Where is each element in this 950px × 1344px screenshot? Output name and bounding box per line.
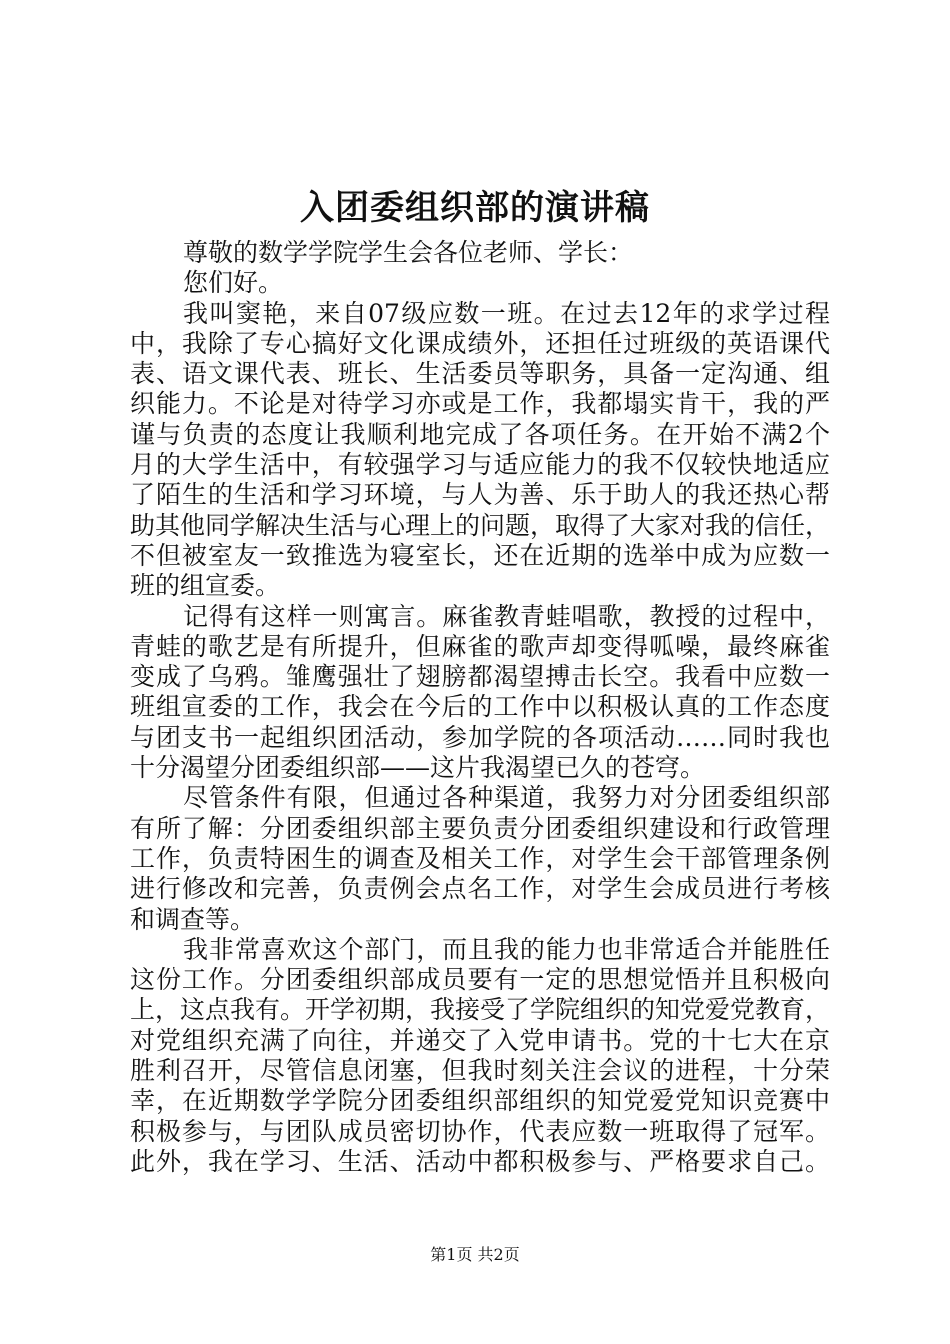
text-line: 此外，我在学习、生活、活动中都积极参与、严格要求自己。 (130, 1146, 830, 1176)
text-line: 与团支书一起组织团活动，参加学院的各项活动……同时我也 (130, 722, 830, 752)
text-line: 工作，负责特困生的调查及相关工作，对学生会干部管理条例 (130, 843, 830, 873)
text-line: 我非常喜欢这个部门，而且我的能力也非常适合并能胜任 (183, 934, 830, 964)
text-line: 积极参与，与团队成员密切协作，代表应数一班取得了冠军。 (130, 1116, 830, 1146)
text-line: 进行修改和完善，负责例会点名工作，对学生会成员进行考核 (130, 874, 830, 904)
text-line: 记得有这样一则寓言。麻雀教青蛙唱歌，教授的过程中， (183, 601, 830, 631)
text-line: 班的组宣委。 (130, 571, 281, 601)
text-line: 有所了解：分团委组织部主要负责分团委组织建设和行政管理 (130, 813, 830, 843)
page-footer: 第1页 共2页 (430, 1245, 520, 1264)
text-line: 上，这点我有。开学初期，我接受了学院组织的知党爱党教育， (130, 995, 831, 1025)
text-line: 您们好。 (183, 268, 284, 298)
text-line: 尽管条件有限，但通过各种渠道，我努力对分团委组织部 (183, 783, 830, 813)
document-title: 入团委组织部的演讲稿 (300, 188, 650, 228)
document-body (130, 238, 830, 1177)
text-line: 这份工作。分团委组织部成员要有一定的思想觉悟并且积极向 (130, 965, 830, 995)
text-line: 月的大学生活中，有较强学习与适应能力的我不仅较快地适应 (130, 450, 830, 480)
text-line: 胜利召开，尽管信息闭塞，但我时刻关注会议的进程，十分荣 (130, 1056, 830, 1086)
text-line: 幸，在近期数学学院分团委组织部组织的知党爱党知识竞赛中 (130, 1086, 830, 1116)
text-line: 十分渴望分团委组织部——这片我渴望已久的苍穹。 (130, 753, 706, 783)
text-line: 中，我除了专心搞好文化课成绩外，还担任过班级的英语课代 (130, 328, 830, 358)
text-line: 表、语文课代表、班长、生活委员等职务，具备一定沟通、组 (130, 359, 830, 389)
text-line: 对党组织充满了向往，并递交了入党申请书。党的十七大在京 (130, 1025, 830, 1055)
text-line: 织能力。不论是对待学习亦或是工作，我都塌实肯干，我的严 (130, 389, 830, 419)
text-line: 班组宣委的工作，我会在今后的工作中以积极认真的工作态度 (130, 692, 830, 722)
text-line: 尊敬的数学学院学生会各位老师、学长： (183, 238, 634, 267)
text-line: 谨与负责的态度让我顺利地完成了各项任务。在开始不满2个 (130, 419, 830, 449)
text-line: 变成了乌鸦。雏鹰强壮了翅膀都渴望搏击长空。我看中应数一 (130, 662, 830, 692)
text-line: 和调查等。 (130, 904, 256, 934)
text-line: 了陌生的生活和学习环境，与人为善、乐于助人的我还热心帮 (130, 480, 830, 510)
text-line: 我叫窦艳，来自07级应数一班。在过去12年的求学过程 (183, 298, 830, 328)
text-line: 青蛙的歌艺是有所提升，但麻雀的歌声却变得呱噪，最终麻雀 (130, 631, 830, 661)
text-line: 不但被室友一致推选为寝室长，还在近期的选举中成为应数一 (130, 540, 830, 570)
text-line: 助其他同学解决生活与心理上的问题，取得了大家对我的信任， (130, 510, 831, 540)
